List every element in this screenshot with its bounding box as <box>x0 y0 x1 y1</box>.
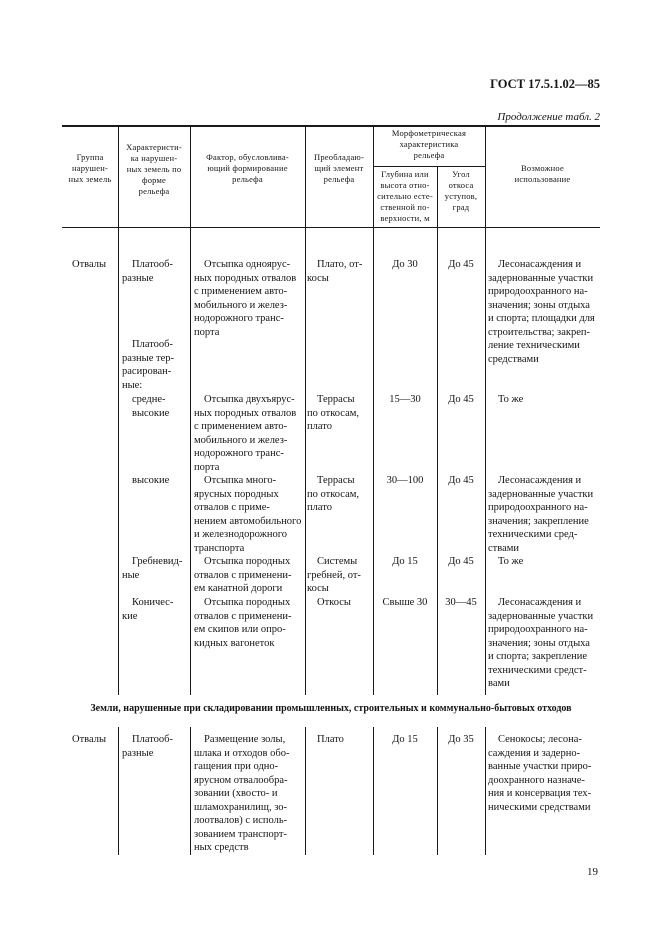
row-angle-cell: 30—45 <box>445 597 477 608</box>
row-angle-cell: До 45 <box>448 394 474 405</box>
row-element-cell: Плато <box>317 734 344 745</box>
row-relief-cell: Платооб- разные <box>122 259 174 284</box>
row-depth-cell: Свыше 30 <box>382 597 428 608</box>
row-factor-cell: Отсыпка двухъярус- ных породных отвалов с применением авто- мобильного и желез- нодорожного транс- порта <box>194 394 297 473</box>
row-usage-cell: Лесонасаждения и задернованные участки природоохранного на- значения; закрепление техническими сред- ствами <box>488 475 594 554</box>
column-header-morphometric: Морфометрическая характеристика рельефа <box>391 128 467 160</box>
row-usage-cell: Лесонасаждения и задернованные участки природоохранного на- значения; зоны отдыха и спорта; площадки для строительства; закреп- ление техническими средствами <box>488 259 595 365</box>
section-heading: Земли, нарушенные при складировании промышленных, строительных и коммунально-бытовых отходов <box>90 703 572 714</box>
column-divider <box>305 727 306 855</box>
subgroup-relief-label: Платооб- разные тер- расирован- ные: <box>122 339 175 391</box>
row-group-cell: Отвалы <box>72 259 107 270</box>
row-relief-cell: высокие <box>132 475 170 486</box>
row-depth-cell: 15—30 <box>389 394 421 405</box>
row-usage-cell: То же <box>498 394 524 405</box>
page-number: 19 <box>587 866 598 878</box>
column-header-group: Группа нарушен- ных земель <box>68 152 112 184</box>
row-relief-cell: средне- высокие <box>132 394 170 419</box>
row-usage-cell: Лесонасаждения и задернованные участки природоохранного на- значения; зоны отдыха и спорта; закрепление техническими средст- вами <box>488 597 594 689</box>
column-header-usage: Возможное использование <box>514 163 571 184</box>
row-relief-cell: Платооб- разные <box>122 734 174 759</box>
row-angle-cell: До 35 <box>448 734 474 745</box>
row-usage-cell: Сенокосы; лесона- саждения и задерно- ванные участки приро- доохранного назначе- ния и консервация тех- ническими средствами <box>488 734 592 813</box>
row-factor-cell: Отсыпка много- ярусных породных отвалов с приме- нением автомобильного и железнодорожного транспорта <box>194 475 302 554</box>
row-depth-cell: До 15 <box>392 556 418 567</box>
row-factor-cell: Отсыпка породных отвалов с применени- ем канатной дороги <box>194 556 292 594</box>
column-header-factor: Фактор, обусловлива- ющий формирование рельефа <box>206 152 289 184</box>
column-divider <box>437 166 438 695</box>
row-depth-cell: 30—100 <box>386 475 424 486</box>
row-group-cell: Отвалы <box>72 734 107 745</box>
header-bottom-rule <box>62 227 600 228</box>
row-usage-cell: То же <box>498 556 524 567</box>
row-angle-cell: До 45 <box>448 475 474 486</box>
row-factor-cell: Размещение золы, шлака и отходов обо- гащения при одно- ярусном отвалообра- зовании (хвосто- и шламохранилищ, зо- лоотвалов) с исполь- зованием транспорт- ных средств <box>194 734 290 853</box>
column-header-depth: Глубина или высота отно- сительно есте- ственной по- верхности, м <box>377 169 433 223</box>
column-divider <box>485 727 486 855</box>
row-depth-cell: До 15 <box>392 734 418 745</box>
row-element-cell: Плато, от- косы <box>307 259 363 284</box>
row-element-cell: Террасы по откосам, плато <box>307 475 359 513</box>
column-divider <box>190 126 191 695</box>
column-divider <box>118 126 119 695</box>
column-divider <box>190 727 191 855</box>
column-divider <box>118 727 119 855</box>
column-header-angle: Угол откоса уступов, град <box>444 169 478 212</box>
document-code: ГОСТ 17.5.1.02—85 <box>490 77 600 91</box>
row-element-cell: Террасы по откосам, плато <box>307 394 359 432</box>
table-continuation-label: Продолжение табл. 2 <box>497 111 600 123</box>
morphometric-subheader-rule <box>373 166 485 167</box>
row-element-cell: Откосы <box>317 597 351 608</box>
row-angle-cell: До 45 <box>448 556 474 567</box>
column-divider <box>305 126 306 695</box>
row-angle-cell: До 45 <box>448 259 474 270</box>
table-top-rule <box>62 125 600 127</box>
column-divider <box>485 126 486 695</box>
row-factor-cell: Отсыпка породных отвалов с применени- ем скипов или опро- кидных вагонеток <box>194 597 292 649</box>
row-element-cell: Системы гребней, от- косы <box>307 556 361 594</box>
column-header-relief-form: Характеристи- ка нарушен- ных земель по форме рельефа <box>126 142 182 196</box>
row-factor-cell: Отсыпка одноярус- ных породных отвалов с применением авто- мобильного и желез- нодорожного транс- порта <box>194 259 297 338</box>
row-relief-cell: Гребневид- ные <box>122 556 183 581</box>
column-header-element: Преобладаю- щий элемент рельефа <box>313 152 365 184</box>
row-depth-cell: До 30 <box>392 259 418 270</box>
row-relief-cell: Коничес- кие <box>122 597 174 622</box>
